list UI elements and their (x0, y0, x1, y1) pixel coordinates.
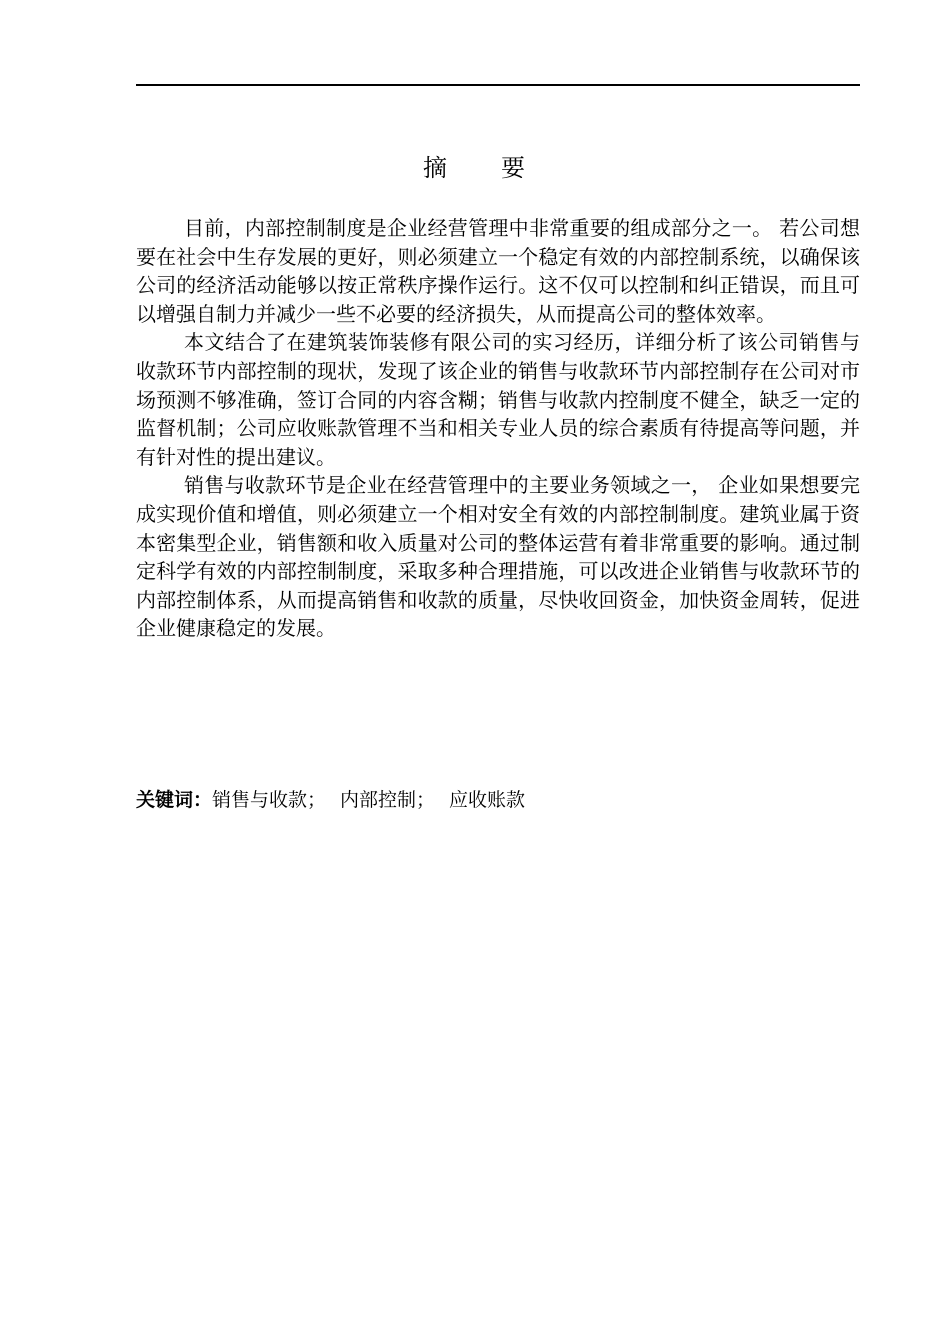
abstract-paragraph-1: 目前，内部控制制度是企业经营管理中非常重要的组成部分之一。 若公司想要在社会中生存发展的更好，则必须建立一个稳定有效的内部控制系统，以确保该公司的经济活动能够以按正常秩序操作运行。这不仅可以控制和纠正错误，而且可以增强自制力并减少一些不必要的经济损失，从而提高公司的整体效率。 (136, 216, 860, 326)
keyword-item: 内部控制； (340, 789, 436, 811)
header-rule (136, 84, 860, 86)
keyword-item: 应收账款 (449, 789, 526, 811)
keywords-label: 关键词： (136, 789, 213, 811)
abstract-paragraph-2: 本文结合了在建筑装饰装修有限公司的实习经历，详细分析了该公司销售与收款环节内部控制的现状，发现了该企业的销售与收款环节内部控制存在公司对市场预测不够准确，签订合同的内容含糊；销售与收款内控制度不健全，缺乏一定的监督机制；公司应收账款管理不当和相关专业人员的综合素质有待提高等问题，并有针对性的提出建议。 (136, 330, 860, 469)
keyword-item: 销售与收款； (212, 789, 327, 811)
abstract-paragraph-3: 销售与收款环节是企业在经营管理中的主要业务领域之一， 企业如果想要完成实现价值和增值，则必须建立一个相对安全有效的内部控制制度。建筑业属于资本密集型企业，销售额和收入质量对公司的整体运营有着非常重要的影响。通过制定科学有效的内部控制制度，采取多种合理措施，可以改进企业销售与收款环节的内部控制体系，从而提高销售和收款的质量，尽快收回资金，加快资金周转，促进企业健康稳定的发展。 (136, 473, 860, 641)
keywords-line (136, 786, 860, 814)
page-title: 摘 要 (423, 154, 527, 182)
abstract-body (136, 214, 860, 643)
